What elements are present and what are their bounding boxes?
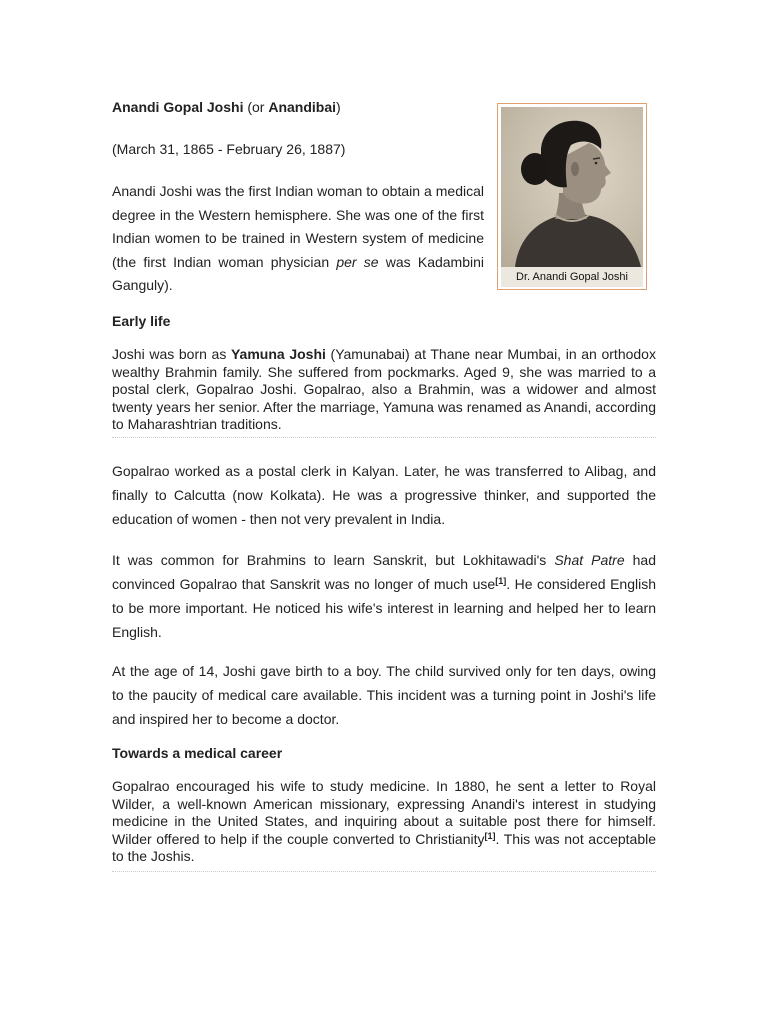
paragraph-career (112, 778, 656, 866)
paragraph-gopalrao: Gopalrao worked as a postal clerk in Kalyan. Later, he was transferred to Alibag, and finally to Calcutta (now Kolkata). He was a progressive thinker, and supported the education of women - then not very prevalent in India. (112, 463, 656, 527)
article-title (112, 98, 341, 116)
shat-patre-title: Shat Patre (554, 552, 625, 568)
title-or-text: (or (243, 99, 269, 115)
portrait-photo (501, 107, 643, 267)
intro-text-start: Anandi Joshi was the first Indian woman to obtain a medical degree in the Western hemisphere. She was one of the first Indian women to be trained in Western system of medicine (the first Indian woman physician (112, 183, 484, 270)
life-dates: (March 31, 1865 - February 26, 1887) (112, 141, 346, 157)
section-heading-medical-career: Towards a medical career (112, 745, 283, 761)
paragraph-sanskrit (112, 548, 656, 644)
career-text-start: Gopalrao encouraged his wife to study medicine. In 1880, he sent a letter to Royal Wilder, a well-known American missionary, expressing Anandi's interest in studying medicine in the United States, and inquiring about a suitable post there for himself. Wilder offered to help if the couple converted to Christianity (112, 778, 656, 847)
paragraph-birth (112, 346, 656, 434)
citation-link[interactable]: [1] (484, 830, 496, 841)
intro-paragraph (112, 180, 484, 298)
paragraph-child: At the age of 14, Joshi gave birth to a boy. The child survived only for ten days, owing to the paucity of medical care available. This incident was a turning point in Joshi's life and inspired her to become a doctor. (112, 663, 656, 727)
section-divider (112, 437, 656, 438)
birth-name: Yamuna Joshi (230, 346, 326, 362)
career-text-end: . This was not acceptable to the Joshis. (112, 830, 657, 864)
sanskrit-text-start: It was common for Brahmins to learn Sanskrit, but Lokhitawadi's (112, 552, 555, 568)
portrait-figure (497, 103, 647, 290)
birth-text-end: (Yamunabai) at Thane near Mumbai, in an orthodox wealthy Brahmin family. She suffered from pockmarks. Aged 9, she was married to a postal clerk, Gopalrao Joshi. Gopalrao, also a Brahmin, was a widower and almost twenty years her senior. After the marriage, Yamuna was renamed as Anandi, according to Maharashtrian traditions. (112, 346, 656, 432)
sanskrit-text-end: . He considered English to be more important. He noticed his wife's interest in learning and helped her to learn English. (112, 576, 656, 640)
title-close-paren: ) (336, 99, 341, 115)
birth-text-start: Joshi was born as (112, 346, 231, 362)
section-heading-early-life: Early life (112, 313, 171, 329)
portrait-caption: Dr. Anandi Gopal Joshi (501, 267, 643, 287)
subject-name: Anandi Gopal Joshi (112, 99, 244, 115)
sanskrit-text-mid: had convinced Gopalrao that Sanskrit was no longer of much use (112, 552, 656, 592)
intro-text-end: was Kadambini Ganguly). (112, 253, 485, 293)
citation-link[interactable]: [1] (495, 576, 507, 586)
intro-italic-term: per se (336, 253, 379, 270)
portrait-illustration (501, 107, 643, 267)
subject-alt-name: Anandibai (268, 99, 337, 115)
section-divider (112, 871, 656, 872)
